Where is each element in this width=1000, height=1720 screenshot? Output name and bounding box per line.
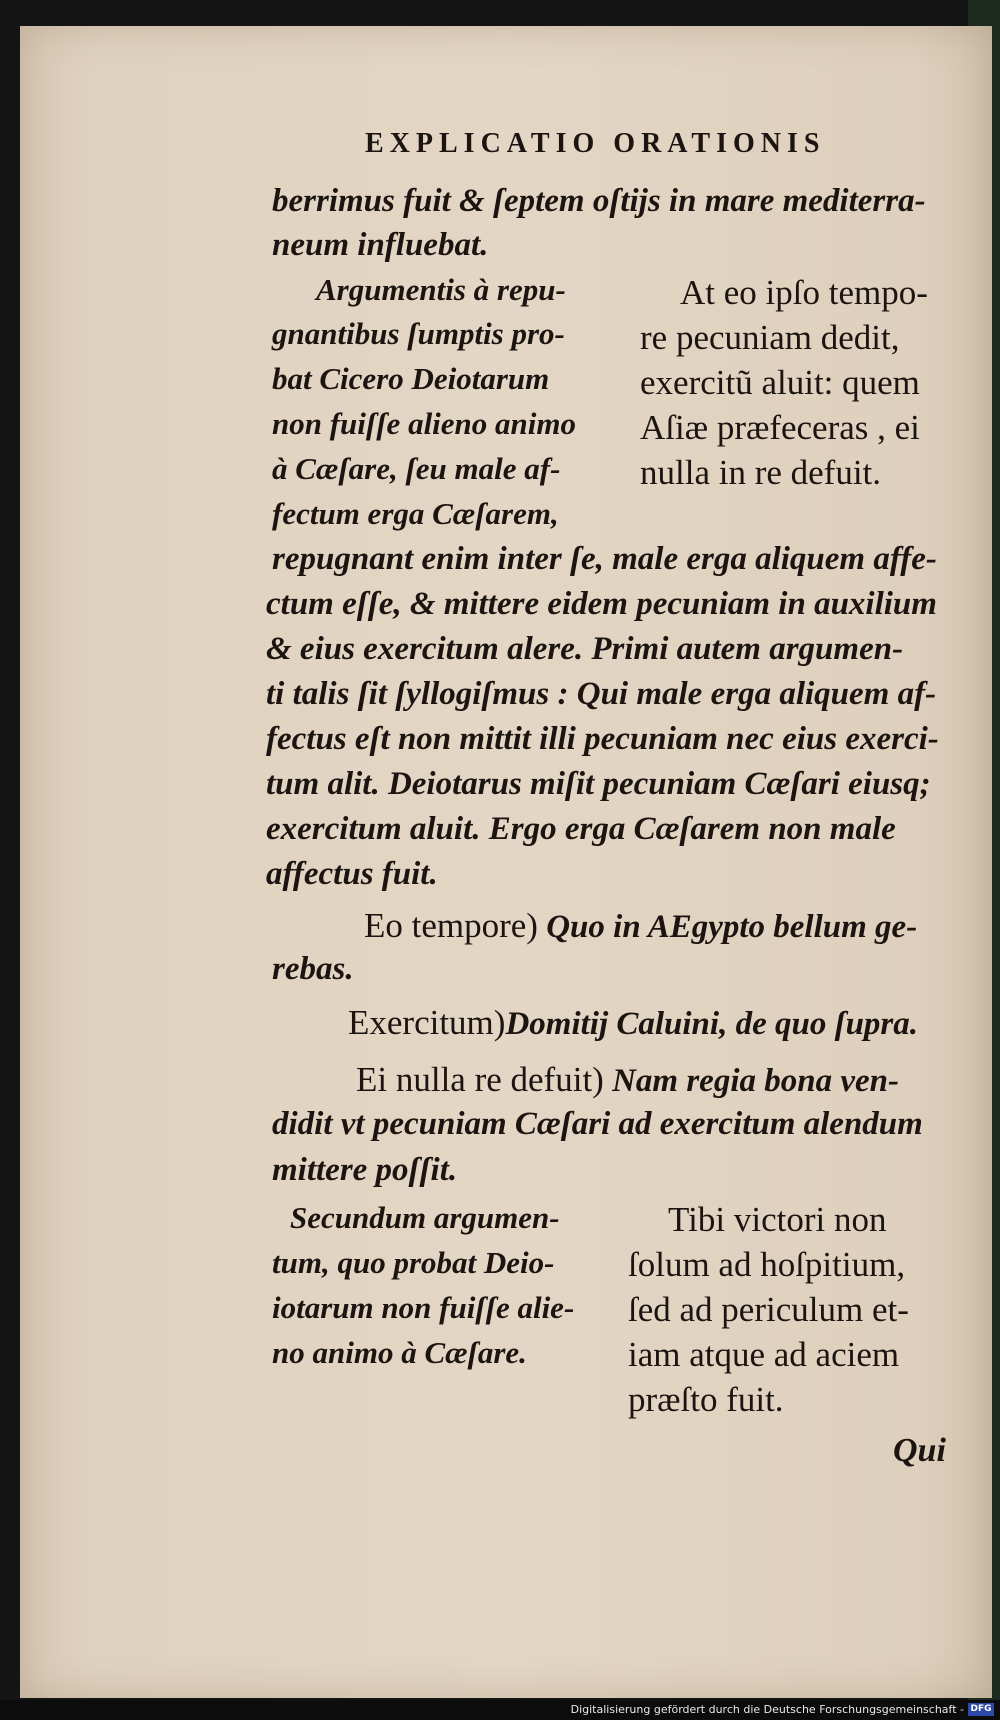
lemma-word: Ei nulla re defuit)	[356, 1060, 604, 1099]
margin-note-line: non fuiſſe alieno animo	[272, 406, 577, 441]
lemma-gloss: Nam regia bona ven-	[603, 1063, 899, 1099]
lemma-word: Eo tempore)	[364, 906, 538, 945]
lemma-entry	[356, 1060, 899, 1100]
margin-note-line: bat Cicero Deiotarum	[272, 361, 550, 396]
margin-note-line: iotarum non fuiſſe alie-	[272, 1290, 575, 1325]
lemma-gloss-cont: rebas.	[272, 951, 354, 987]
oration-text-line: nulla in re defuit.	[640, 453, 882, 492]
margin-note-line: tum, quo probat Deio-	[272, 1245, 555, 1280]
lemma-gloss-cont: didit vt pecuniam Cæſari ad exercitum alendum	[272, 1106, 923, 1142]
lemma-word: Exercitum)	[348, 1003, 506, 1042]
lemma-gloss: Quo in AEgypto bellum ge-	[537, 909, 918, 945]
lemma-entry	[348, 1003, 918, 1043]
commentary-line: ti talis ſit ſyllogiſmus : Qui male erga aliquem af-	[266, 676, 937, 712]
digitization-footer	[0, 1700, 1000, 1720]
margin-note-line: gnantibus ſumptis pro-	[272, 316, 565, 351]
margin-note-line: no animo à Cæſare.	[272, 1335, 527, 1370]
oration-text-line: Aſiæ præfeceras , ei	[640, 408, 920, 447]
oration-text-line: exercitũ aluit: quem	[640, 363, 920, 402]
oration-text-line: iam atque ad aciem	[628, 1335, 900, 1374]
margin-note-line: Secundum argumen-	[290, 1200, 560, 1235]
oration-text-line: re pecuniam dedit,	[640, 318, 900, 357]
commentary-line: affectus fuit.	[266, 856, 438, 892]
commentary-line: & eius exercitum alere. Primi autem argumen-	[266, 631, 904, 667]
lemma-gloss: Domitij Caluini, de quo ſupra.	[505, 1006, 919, 1042]
commentary-line: ctum eſſe, & mittere eidem pecuniam in auxilium	[266, 586, 937, 622]
commentary-line: fectus eſt non mittit illi pecuniam nec eius exerci-	[266, 721, 939, 757]
oration-text-line: præſto fuit.	[628, 1380, 784, 1419]
oration-text-line: At eo ipſo tempo-	[680, 273, 928, 312]
catchword: Qui	[893, 1432, 946, 1469]
dfg-logo: DFG	[968, 1703, 994, 1716]
lemma-gloss-cont: mittere poſſit.	[272, 1152, 458, 1188]
lemma-entry	[364, 906, 917, 946]
margin-note-line: à Cæſare, ſeu male af-	[272, 451, 561, 486]
oration-text-line: Tibi victori non	[668, 1200, 887, 1239]
commentary-line: tum alit. Deiotarus miſit pecuniam Cæſari eiusq;	[266, 766, 931, 802]
margin-note-line: fectum erga Cæſarem,	[272, 496, 559, 531]
body-line: neum influebat.	[272, 227, 489, 263]
footer-credit: Digitalisierung gefördert durch die Deutsche Forschungsgemeinschaft -	[570, 1703, 964, 1716]
oration-text-line: ſolum ad hoſpitium,	[628, 1245, 906, 1284]
commentary-line: exercitum aluit. Ergo erga Cæſarem non male	[266, 811, 896, 847]
commentary-line: repugnant enim inter ſe, male erga aliquem affe-	[272, 541, 937, 577]
body-line: berrimus fuit & ſeptem oſtijs in mare mediterra-	[272, 183, 926, 219]
running-header: EXPLICATIO ORATIONIS	[365, 128, 826, 159]
margin-note-line: Argumentis à repu-	[316, 272, 566, 307]
oration-text-line: ſed ad periculum et-	[628, 1290, 909, 1329]
